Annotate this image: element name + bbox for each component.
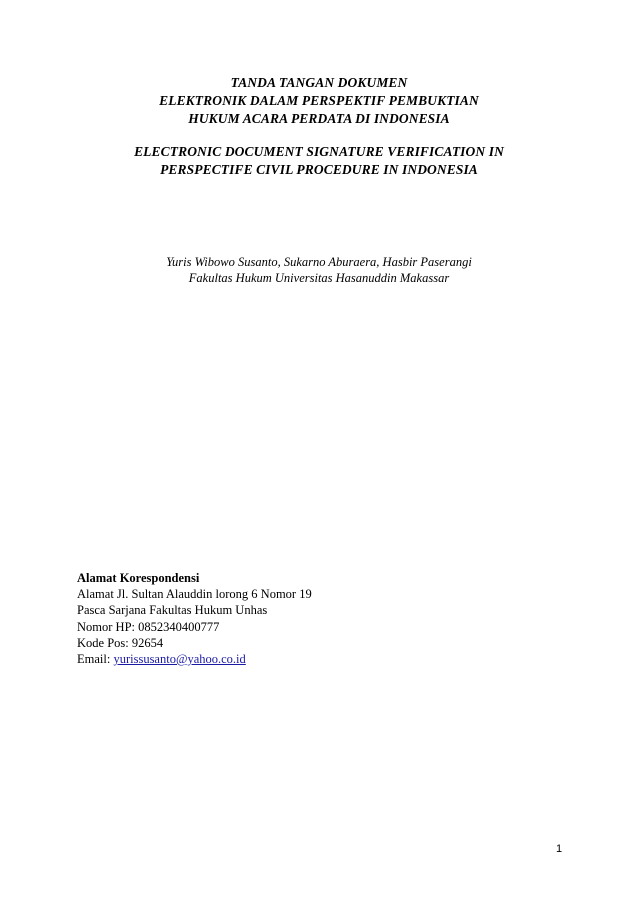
author-block <box>0 254 638 286</box>
correspondence-postal-code: Kode Pos: 92654 <box>77 635 164 650</box>
correspondence-phone: Nomor HP: 0852340400777 <box>77 619 220 634</box>
title-english-line-1: ELECTRONIC DOCUMENT SIGNATURE VERIFICATION IN <box>134 144 504 159</box>
title-english <box>0 143 638 179</box>
correspondence-email-line <box>77 651 312 667</box>
title-indonesian-line-1: TANDA TANGAN DOKUMEN <box>230 75 408 90</box>
title-indonesian-line-3: HUKUM ACARA PERDATA DI INDONESIA <box>188 111 450 126</box>
title-indonesian <box>0 74 638 128</box>
correspondence-heading: Alamat Korespondensi <box>77 571 200 585</box>
correspondence-address: Alamat Jl. Sultan Alauddin lorong 6 Nomor 19 <box>77 587 312 602</box>
author-affiliation: Fakultas Hukum Universitas Hasanuddin Makassar <box>188 271 450 285</box>
author-names: Yuris Wibowo Susanto, Sukarno Aburaera, Hasbir Paserangi <box>166 255 472 269</box>
correspondence-institution: Pasca Sarjana Fakultas Hukum Unhas <box>77 603 268 618</box>
email-link[interactable]: yurissusanto@yahoo.co.id <box>113 652 246 667</box>
correspondence-block <box>77 570 312 667</box>
page-number: 1 <box>556 843 563 855</box>
title-english-line-2: PERSPECTIFE CIVIL PROCEDURE IN INDONESIA <box>160 162 478 177</box>
title-indonesian-line-2: ELEKTRONIK DALAM PERSPEKTIF PEMBUKTIAN <box>159 93 479 108</box>
email-label: Email: <box>77 652 114 667</box>
